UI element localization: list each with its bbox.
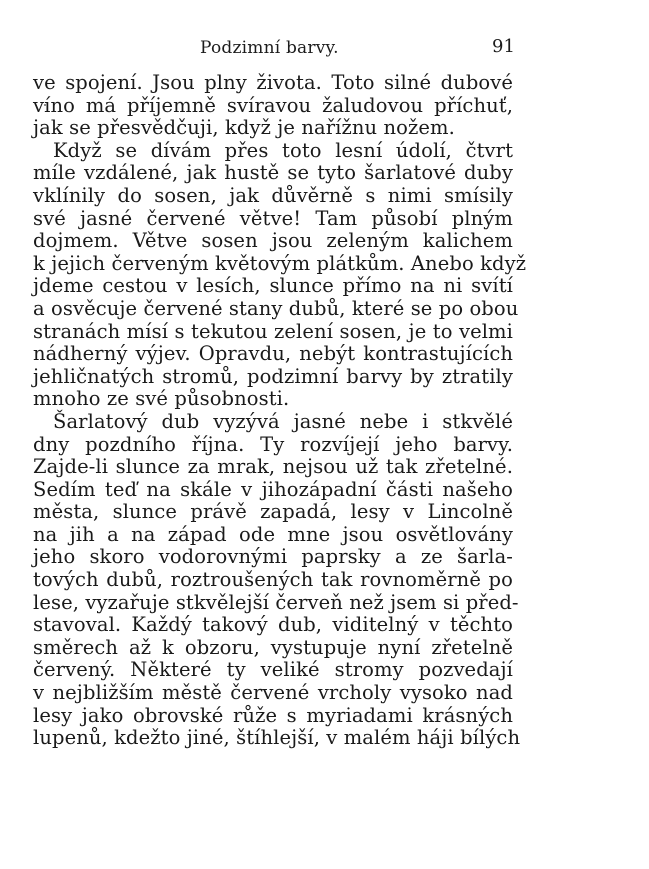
text-line: jak se přesvědčuji, když je nařížnu nožem. [33,116,455,140]
text-line: a osvěcuje červené stany dubů, které se po obou [33,296,519,320]
text-line: nádherný výjev. Opravdu, nebýt kontrastujících [33,342,513,366]
text-line: lupenů, kdežto jiné, štíhlejší, v malém háji bílých [33,726,521,750]
text-line: víno má příjemně svíravou žaludovou příchuť, [33,93,513,117]
running-title: Podzimní barvy. [200,38,339,58]
text-line: ve spojení. Jsou plny života. Toto silné dubové [33,71,513,94]
text-line: k jejich červeným květovým plátkům. Anebo když [33,251,527,275]
text-line: dojmem. Větve sosen jsou zeleným kalichem [33,229,513,253]
text-line: lese, vyzařuje stkvělejší červeň než jsem si před- [33,590,519,614]
text-line: města, slunce právě zapadá, lesy v Lincolně [33,500,513,524]
text-line: Sedím teď na skále v jihozápadní části našeho [33,477,513,501]
text-line: dny pozdního října. Ty rozvíjejí jeho barvy. [33,432,513,456]
text-line: jdeme cestou v lesích, slunce přímo na ni svítí [33,274,513,298]
page-number: 91 [492,36,515,57]
text-line: lesy jako obrovské růže s myriadami krásných [33,703,513,727]
text-line: Když se dívám přes toto lesní údolí, čtvrt [53,138,513,162]
text-line: jeho skoro vodorovnými paprsky a ze šarla- [33,545,513,569]
text-line: červený. Některé ty veliké stromy pozvedají [33,658,513,682]
text-line: míle vzdálené, jak hustě se tyto šarlatové duby [33,161,513,185]
text-line: stranách mísí s tekutou zelení sosen, je to velmi [33,319,513,343]
text-line: tových dubů, roztroušených tak rovnoměrně po [33,568,513,592]
text-line: v nejbližším městě červené vrcholy vysoko nad [33,681,513,705]
text-line: své jasné červené větve! Tam působí plným [33,206,513,230]
text-line: na jih a na západ ode mne jsou osvětlovány [33,522,513,546]
text-line: vklínily do sosen, jak důvěrně s nimi smísily [33,183,513,207]
body-text [33,71,527,750]
text-line: mnoho ze své působnosti. [33,387,290,411]
text-line: směrech až k obzoru, vystupuje nyní zřetelně [33,635,513,659]
text-line: Šarlatový dub vyzývá jasné nebe i stkvělé [53,409,513,433]
text-line: jehličnatých stromů, podzimní barvy by ztratily [33,364,513,388]
text-line: Zajde-li slunce za mrak, nejsou už tak zřetelné. [33,455,513,479]
text-line: stavoval. Každý takový dub, viditelný v těchto [33,613,513,637]
